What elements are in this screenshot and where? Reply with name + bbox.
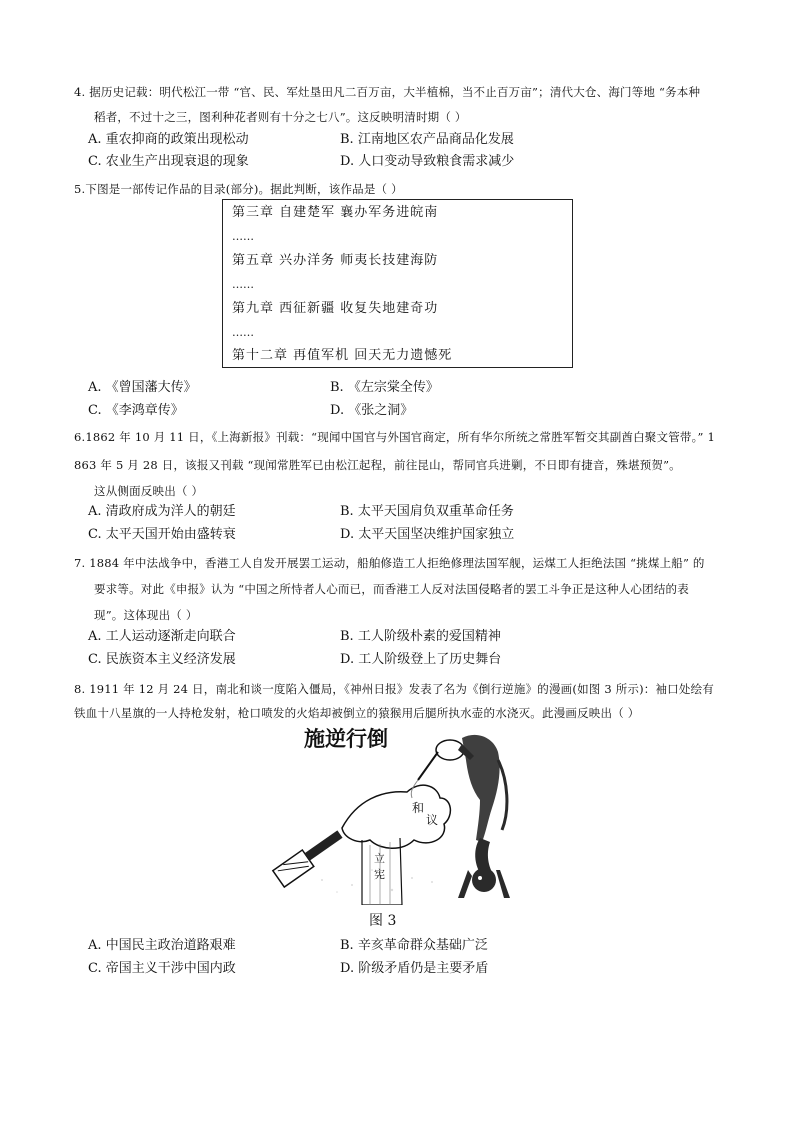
cloud-label-2: 议	[426, 813, 439, 827]
q4-option-d[interactable]: D. 人口变动导致粮食需求减少	[340, 154, 515, 169]
q4-option-b[interactable]: B. 江南地区农产品商品化发展	[340, 132, 514, 147]
q6-option-c[interactable]: C. 太平天国开始由盛转衰	[88, 527, 236, 542]
q7-option-c[interactable]: C. 民族资本主义经济发展	[88, 652, 236, 667]
q8-option-d[interactable]: D. 阶级矛盾仍是主要矛盾	[340, 961, 489, 976]
q8-stem-line2: 铁血十八星旗的一人持枪发射，枪口喷发的火焰却被倒立的猿猴用后腿所执水壶的水浇灭。此漫画反映出（ ）	[74, 706, 640, 720]
monkey-figure	[458, 735, 510, 898]
q8-option-a[interactable]: A. 中国民主政治道路艰难	[88, 938, 236, 953]
q7-option-a[interactable]: A. 工人运动逐渐走向联合	[88, 629, 236, 644]
toc-ellipsis: ……	[232, 326, 254, 339]
pillar-label-1: 立	[374, 853, 385, 865]
pillar-label-2: 宪	[374, 869, 385, 881]
q5-option-b[interactable]: B. 《左宗棠全传》	[330, 380, 439, 395]
q7-option-b[interactable]: B. 工人阶级朴素的爱国精神	[340, 629, 501, 644]
gun-hand	[273, 827, 347, 887]
q5-option-a[interactable]: A. 《曾国藩大传》	[88, 380, 197, 395]
q7-option-d[interactable]: D. 工人阶级登上了历史舞台	[340, 652, 502, 667]
cartoon-title: 施逆行倒	[304, 727, 388, 751]
q5-stem: 5.下图是一部传记作品的目录(部分)。据此判断，该作品是（ ）	[74, 182, 403, 196]
q4-option-c[interactable]: C. 农业生产出现衰退的现象	[88, 154, 249, 169]
toc-chapter-5: 第五章 兴办洋务 师夷长技建海防	[232, 253, 439, 268]
toc-chapter-3: 第三章 自建楚军 襄办军务进皖南	[232, 205, 439, 220]
q4-option-a[interactable]: A. 重农抑商的政策出现松动	[88, 132, 249, 147]
table-of-contents-box	[222, 199, 573, 368]
cloud-label-1: 和	[412, 801, 425, 815]
q6-option-a[interactable]: A. 清政府成为洋人的朝廷	[88, 504, 236, 519]
q6-stem-line2: 863 年 5 月 28 日，该报又刊载 “现闻常胜军已由松江起程，前往昆山，帮同官兵进剿，不日即有捷音，殊堪预贺”。	[74, 458, 681, 472]
q5-option-c[interactable]: C. 《李鸿章传》	[88, 403, 184, 418]
q8-option-c[interactable]: C. 帝国主义干涉中国内政	[88, 961, 236, 976]
q7-stem-line3: 现”。这体现出（ ）	[94, 608, 198, 622]
toc-chapter-9: 第九章 西征新疆 收复失地建奇功	[232, 301, 439, 316]
toc-chapter-12: 第十二章 再值军机 回天无力遗憾死	[232, 348, 453, 363]
toc-ellipsis: ……	[232, 230, 254, 243]
toc-ellipsis: ……	[232, 278, 254, 291]
q8-stem-line1: 8. 1911 年 12 月 24 日，南北和谈一度陷入僵局，《神州日报》发表了名为《倒行逆施》的漫画(如图 3 所示)：袖口处绘有	[74, 682, 714, 696]
q8-option-b[interactable]: B. 辛亥革命群众基础广泛	[340, 938, 488, 953]
q7-stem-line1: 7. 1884 年中法战争中，香港工人自发开展罢工运动，船舶修造工人拒绝修理法国军舰，运煤工人拒绝法国 “挑煤上船” 的	[74, 556, 705, 570]
q7-stem-line2: 要求等。对此《申报》认为 “中国之所恃者人心而已，而香港工人反对法国侵略者的罢工斗争正是这种人心团结的表	[94, 582, 689, 596]
q6-option-b[interactable]: B. 太平天国肩负双重革命任务	[340, 504, 514, 519]
background-texture	[301, 869, 433, 893]
q6-stem-line1: 6.1862 年 10 月 11 日，《上海新报》刊载：“现闻中国官与外国官商定，所有华尔所统之常胜军暂交其副酋白聚文管带。” 1	[74, 430, 716, 444]
q4-stem-line2: 稻者，不过十之三，图利种花者则有十分之七八”。这反映明清时期（ ）	[94, 110, 467, 124]
cartoon-illustration	[262, 720, 532, 905]
q6-stem-line3: 这从侧面反映出（ ）	[94, 484, 204, 498]
q4-stem-line1: 4. 据历史记载：明代松江一带 “官、民、军灶垦田凡二百万亩，大半植棉，当不止百万亩”；清代大仓、海门等地 “务本种	[74, 85, 701, 99]
q5-option-d[interactable]: D. 《张之洞》	[330, 403, 414, 418]
q6-option-d[interactable]: D. 太平天国坚决维护国家独立	[340, 527, 515, 542]
figure-caption: 图 3	[369, 913, 397, 929]
